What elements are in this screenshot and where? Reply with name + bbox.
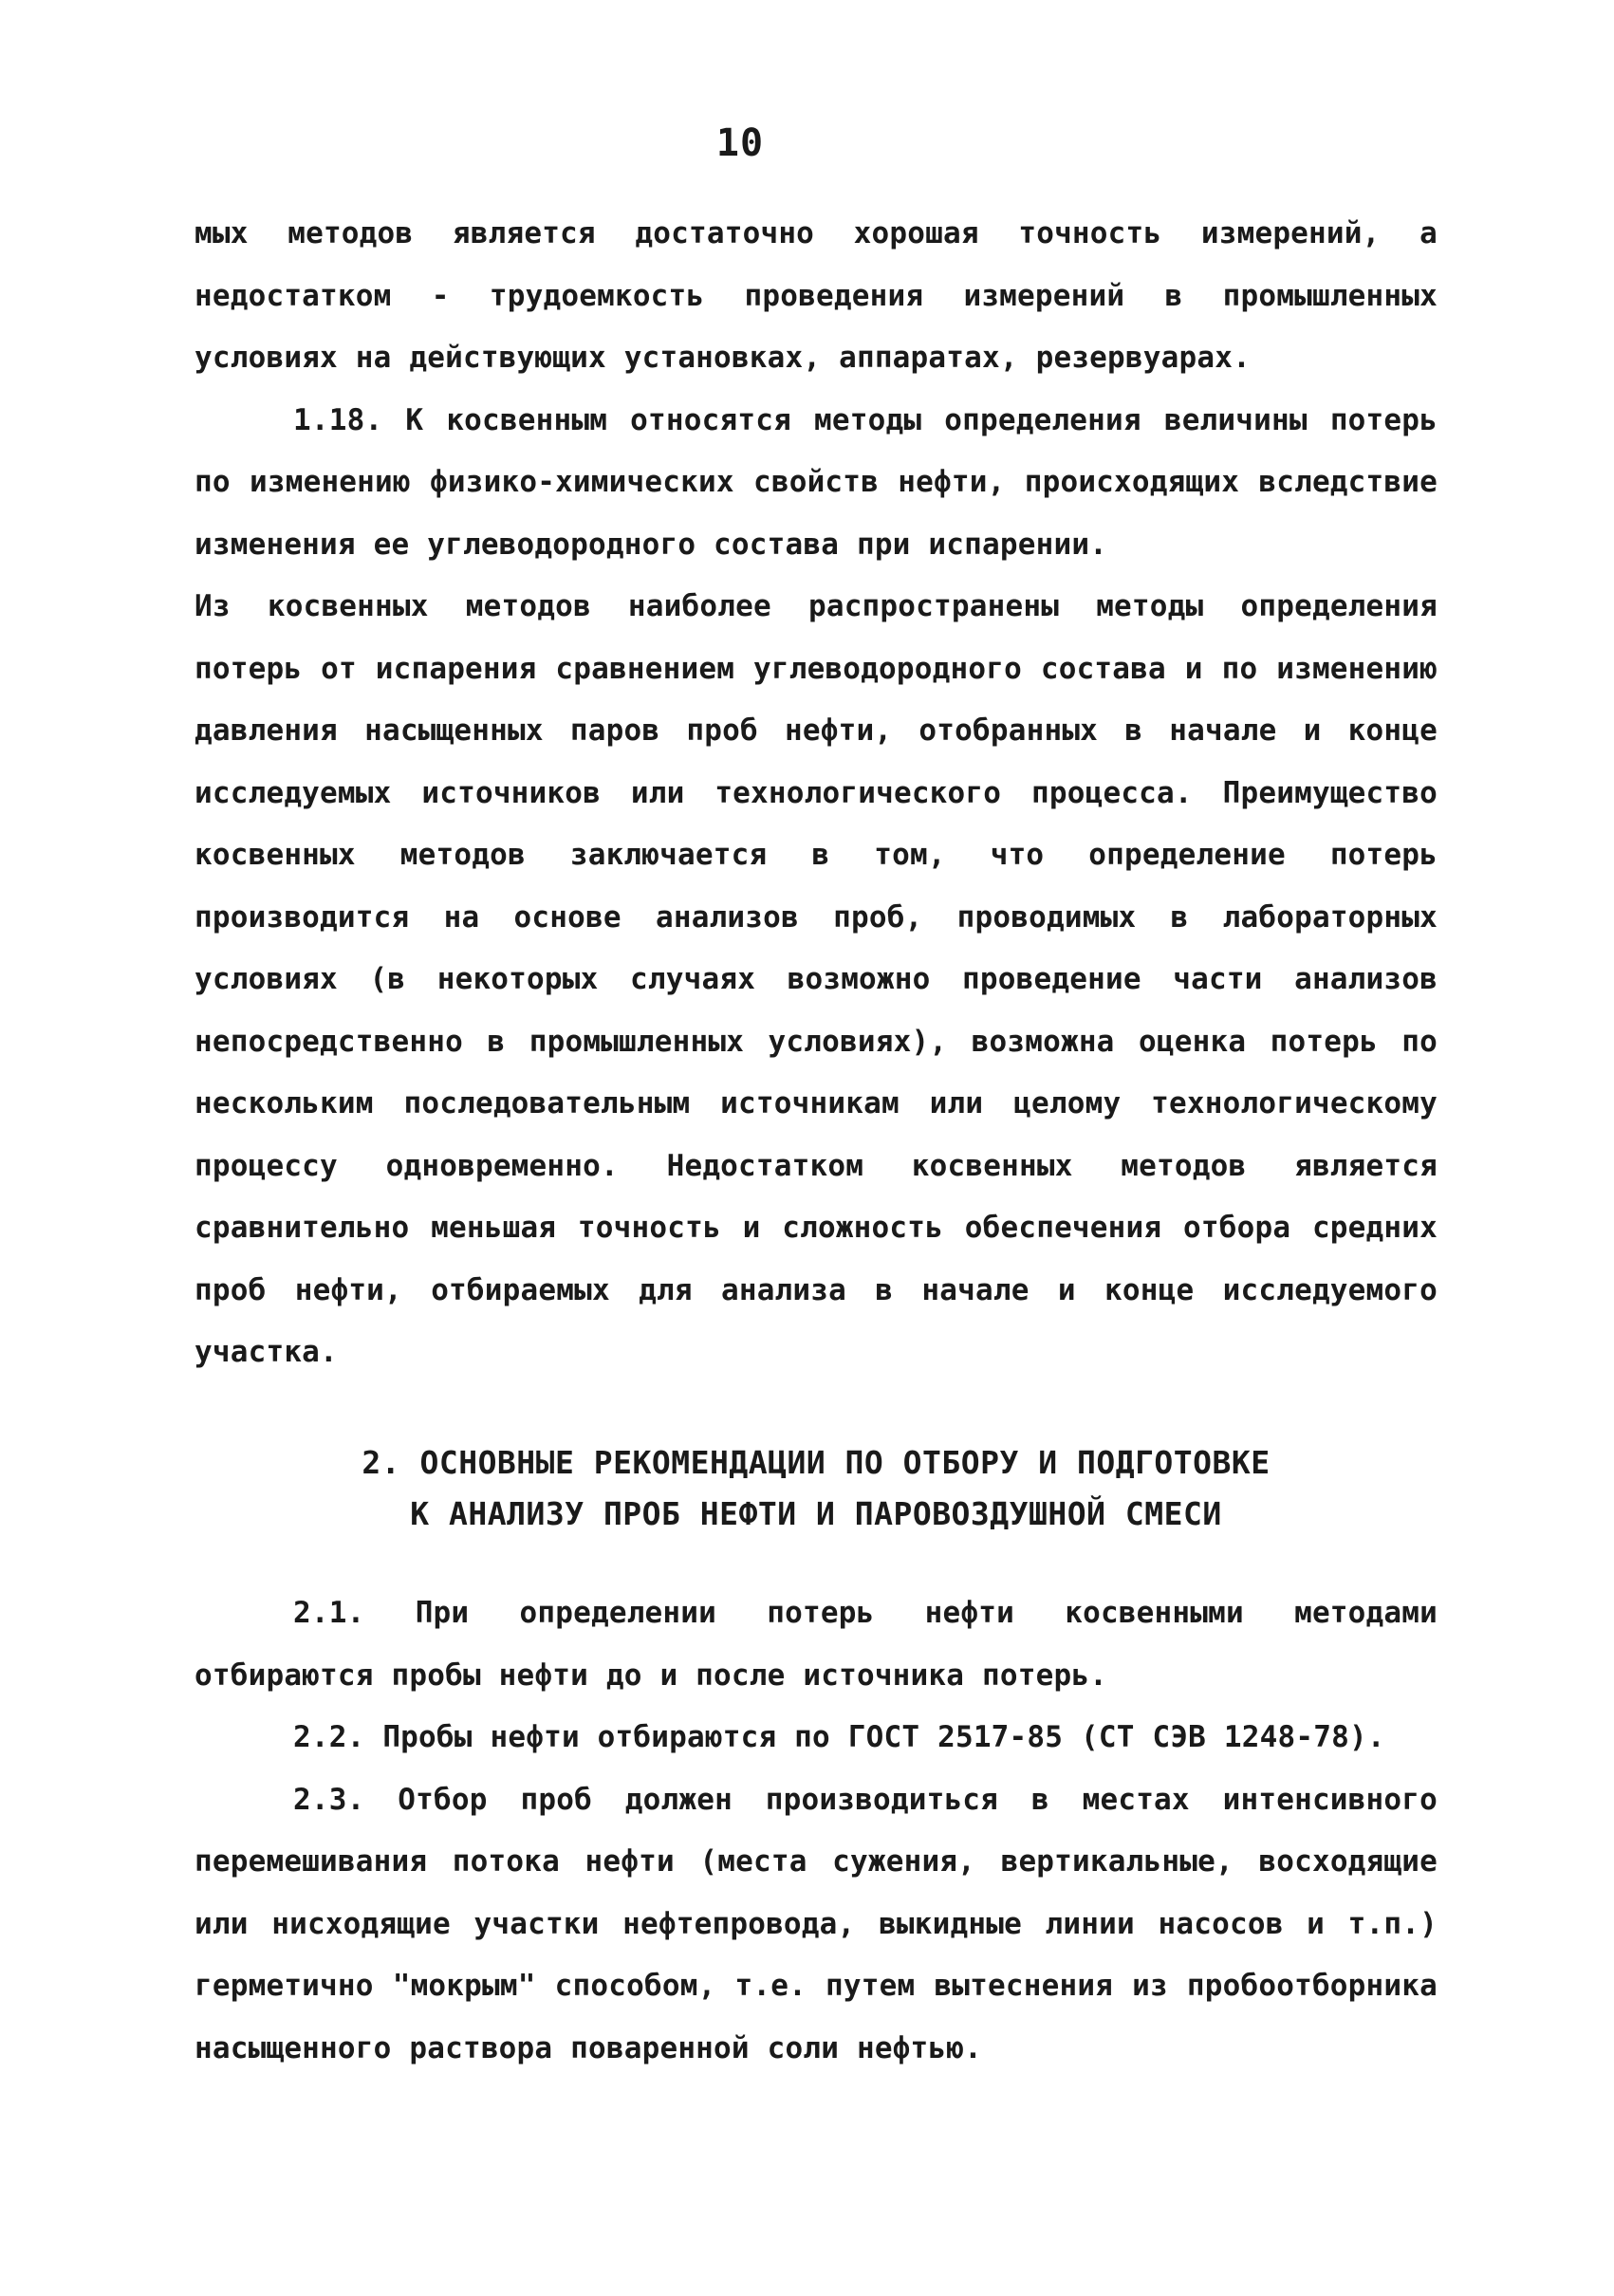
paragraph-1-18: 1.18. К косвенным относятся методы определения величины потерь по изменению физико-химических свойств нефти, происходящих вследствие изменения ее углеводородного состава при испарении. [195,402,1438,562]
paragraph-2-1: 2.1. При определении потерь нефти косвенными методами отбираются пробы нефти до и после источника потерь. [195,1596,1438,1693]
section-2-heading-line-2: К АНАЛИЗУ ПРОБ НЕФТИ И ПАРОВОЗДУШНОЙ СМЕСИ [410,1495,1222,1532]
upper-text-block [195,203,1438,1384]
section-2-heading-line-1: 2. ОСНОВНЫЕ РЕКОМЕНДАЦИИ ПО ОТБОРУ И ПОДГОТОВКЕ [362,1444,1271,1481]
paragraph-indirect-methods: Из косвенных методов наиболее распространены методы определения потерь от испарения сравнением углеводородного состава и по изменению давления насыщенных паров проб нефти, отобранных в начале и конце исследуемых источников или технологического процесса. Преимущество косвенных методов заключается в том, что определение потерь производится на основе анализов проб, проводимых в лабораторных условиях (в некоторых случаях возможно проведение части анализов непосредственно в промышленных условиях), возможна оценка потерь по нескольким последовательным источникам или целому технологическому процессу одновременно. Недостатком косвенных методов является сравнительно меньшая точность и сложность обеспечения отбора средних проб нефти, отбираемых для анализа в начале и конце исследуемого участка. [195,589,1438,1369]
section-2-heading [195,1437,1438,1540]
paragraph-2-2: 2.2. Пробы нефти отбираются по ГОСТ 2517-85 (СТ СЭВ 1248-78). [293,1720,1385,1754]
lower-text-block [195,1583,1438,2080]
paragraph-2-3: 2.3. Отбор проб должен производиться в местах интенсивного перемешивания потока нефти (места сужения, вертикальные, восходящие или нисходящие участки нефтепровода, выкидные линии насосов и т.п.) герметично "мокрым" способом, т.е. путем вытеснения из пробоотборника насыщенного раствора поваренной соли нефтью. [195,1782,1438,2065]
intro-continuation-paragraph: мых методов является достаточно хорошая точность измерений, а недостатком - трудоемкость проведения измерений в промышленных условиях на действующих установках, аппаратах, резервуарах. [195,216,1438,375]
page-number: 10 [715,121,765,165]
